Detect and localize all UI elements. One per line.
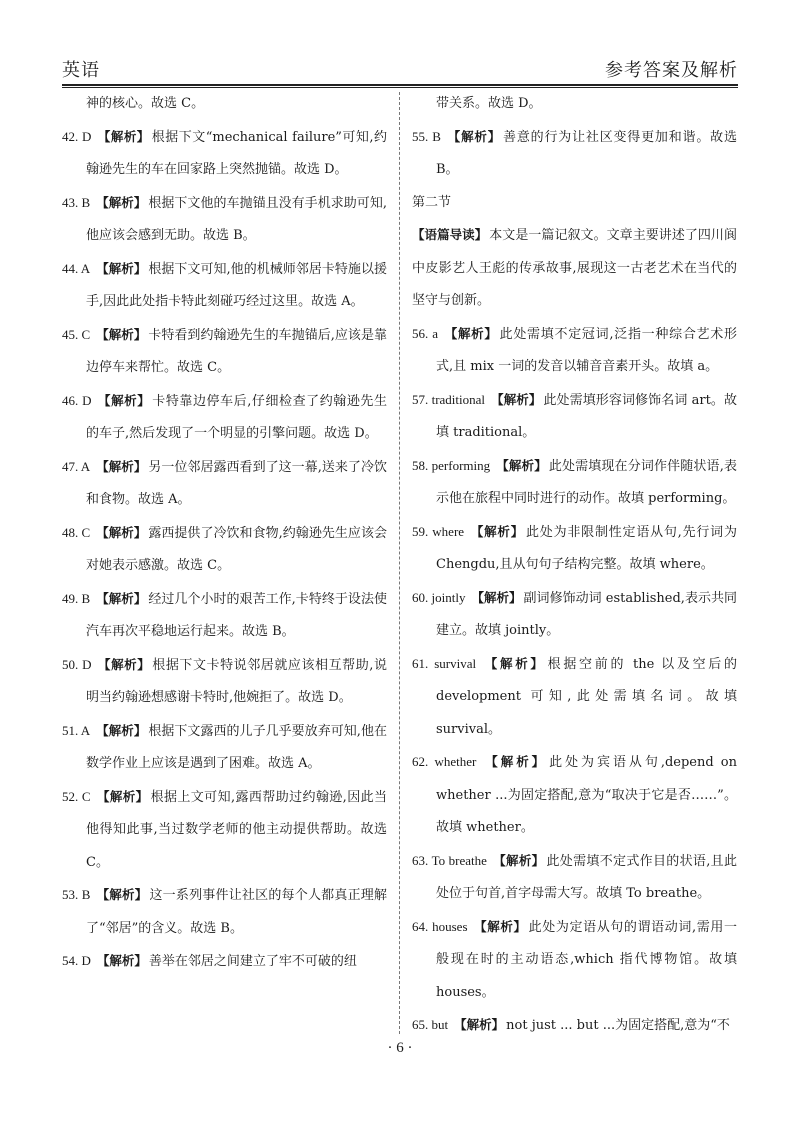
section-label: 参考答案及解析 (605, 60, 738, 81)
right-answer-list (412, 318, 737, 1043)
answer-number: 64. houses (412, 918, 468, 934)
answer-number: 45. C (62, 326, 91, 342)
answer-item (412, 318, 737, 384)
analysis-text: not just ... but ...为固定搭配,意为“不 (506, 1018, 730, 1033)
answer-item (62, 319, 387, 385)
answer-number: 43. B (62, 194, 91, 210)
answer-number: 50. D (62, 656, 92, 672)
analysis-text: 此处需填现在分词作伴随状语,表示他在旅程中同时进行的动作。故填 performing。 (436, 458, 737, 506)
analysis-tag: 【解析】 (96, 788, 149, 804)
answer-item (412, 911, 737, 1010)
analysis-text: 此处为宾语从句,depend on whether ...为固定搭配,意为“取决于它是否……”。故填 whether。 (436, 755, 737, 835)
analysis-text: 善意的行为让社区变得更加和谐。故选 B。 (436, 129, 737, 177)
answer-number: 60. jointly (412, 589, 466, 605)
section-title: 第二节 (412, 194, 452, 210)
answer-number: 57. traditional (412, 391, 486, 407)
analysis-tag: 【解析】 (446, 128, 502, 144)
analysis-tag: 【解析】 (97, 128, 150, 144)
analysis-text: 根据下文可知,他的机械师邻居卡特施以援手,因此此处指卡特此刻碰巧经过这里。故选 A。 (86, 261, 387, 309)
answer-item (62, 583, 387, 649)
answer-item (62, 879, 387, 945)
analysis-tag: 【解析】 (96, 326, 147, 342)
analysis-text: 根据下文他的车抛锚且没有手机求助可知,他应该会感到无助。故选 B。 (86, 195, 387, 243)
answer-item (412, 648, 737, 747)
left-continuation: 神的核心。故选 C。 (86, 96, 205, 111)
analysis-tag: 【解析】 (482, 754, 548, 769)
analysis-tag: 【解析】 (444, 325, 498, 341)
left-column (62, 88, 387, 979)
analysis-text: 根据下文露西的儿子几乎要放弃可知,他在数学作业上应该是遇到了困难。故选 A。 (86, 723, 387, 771)
answer-number: 58. performing (412, 457, 491, 473)
answer-number: 56. a (412, 325, 438, 341)
analysis-tag: 【解析】 (97, 656, 151, 672)
analysis-text: 根据上文可知,露西帮助过约翰逊,因此当他得知此事,当过数学老师的他主动提供帮助。故选 C。 (86, 789, 388, 870)
analysis-text: 这一系列事件让社区的每个人都真正理解了“邻居”的含义。故选 B。 (86, 888, 387, 936)
analysis-text: 此处需填不定式作目的状语,且此处位于句首,首字母需大写。故填 To breathe。 (436, 853, 737, 901)
page-header (62, 50, 738, 82)
answer-item (412, 384, 737, 450)
passage-intro (412, 219, 737, 318)
analysis-text: 此处为定语从句的谓语动词,需用一般现在时的主动语态,which 指代博物馆。故填 houses。 (436, 919, 737, 1000)
analysis-text: 善举在邻居之间建立了牢不可破的纽 (148, 954, 357, 969)
right-continuation: 带关系。故选 D。 (436, 96, 542, 111)
analysis-text: 露西提供了冷饮和食物,约翰逊先生应该会对她表示感激。故选 C。 (86, 525, 387, 573)
analysis-tag: 【解析】 (96, 458, 147, 474)
analysis-tag: 【解析】 (96, 524, 147, 540)
answer-number: 42. D (62, 128, 92, 144)
analysis-tag: 【解析】 (496, 457, 547, 473)
analysis-tag: 【解析】 (96, 722, 147, 738)
answer-item (412, 746, 737, 845)
answer-item (412, 1009, 737, 1043)
subject-label: 英语 (62, 60, 100, 81)
answer-item (62, 517, 387, 583)
column-divider (399, 92, 400, 1034)
analysis-tag: 【解析】 (96, 194, 147, 210)
analysis-tag: 【解析】 (473, 918, 527, 934)
analysis-tag: 【解析】 (482, 655, 546, 671)
analysis-tag: 【解析】 (491, 391, 542, 407)
answer-number: 59. where (412, 523, 465, 539)
answer-number: 53. B (62, 887, 91, 902)
analysis-tag: 【解析】 (454, 1017, 505, 1032)
answer-item (62, 451, 387, 517)
answer-number: 47. A (62, 458, 91, 474)
answer-number: 55. B (412, 128, 441, 144)
analysis-text: 此处为非限制性定语从句,先行词为 Chengdu,且从句句子结构完整。故填 where。 (436, 524, 737, 572)
analysis-tag: 【解析】 (470, 523, 524, 539)
answer-number: 65. but (412, 1017, 449, 1032)
analysis-text: 根据下文“mechanical failure”可知,约翰逊先生的车在回家路上突然抛锚。故选 D。 (86, 129, 387, 177)
answer-number: 54. D (62, 953, 91, 968)
answer-item (412, 450, 737, 516)
analysis-tag: 【解析】 (96, 590, 147, 606)
analysis-text: 根据空前的 the 以及空后的 development 可知,此处需填名词。故填 survival。 (436, 656, 737, 737)
answer-number: 62. whether (412, 754, 477, 769)
answer-number: 49. B (62, 590, 91, 606)
answer-number: 46. D (62, 392, 92, 408)
answer-item (62, 385, 387, 451)
answer-item-55 (412, 121, 737, 187)
header-rule (62, 84, 738, 86)
analysis-text: 经过几个小时的艰苦工作,卡特终于设法使汽车再次平稳地运行起来。故选 B。 (86, 591, 387, 639)
answer-number: 63. To breathe (412, 852, 487, 868)
answer-item (412, 845, 737, 911)
left-answer-list (62, 121, 387, 979)
analysis-tag: 【解析】 (96, 887, 148, 902)
analysis-text: 副词修饰动词 established,表示共同建立。故填 jointly。 (436, 590, 737, 638)
analysis-tag: 【解析】 (96, 260, 147, 276)
analysis-tag: 【解析】 (97, 392, 151, 408)
answer-number: 61. survival (412, 655, 477, 671)
analysis-text: 卡特靠边停车后,仔细检查了约翰逊先生的车子,然后发现了一个明显的引擎问题。故选 D。 (86, 393, 387, 441)
answer-number: 52. C (62, 788, 91, 804)
intro-tag: 【语篇导读】 (412, 227, 488, 242)
answer-number: 51. A (62, 722, 91, 738)
answer-item (62, 781, 387, 880)
analysis-tag: 【解析】 (492, 852, 545, 868)
analysis-tag: 【解析】 (96, 953, 147, 968)
answer-item (62, 187, 387, 253)
page-number: · 6 · (387, 1040, 413, 1056)
answer-item (62, 945, 387, 979)
analysis-text: 此处需填不定冠词,泛指一种综合艺术形式,且 mix 一词的发音以辅音音素开头。故填 a。 (436, 326, 737, 374)
intro-text: 本文是一篇记叙文。文章主要讲述了四川阆中皮影艺人王彪的传承故事,展现这一古老艺术在当代的坚守与创新。 (412, 228, 737, 308)
analysis-text: 另一位邻居露西看到了这一幕,送来了冷饮和食物。故选 A。 (86, 459, 387, 507)
right-column (412, 88, 737, 1043)
answer-item (412, 582, 737, 648)
answer-item (412, 516, 737, 582)
analysis-text: 根据下文卡特说邻居就应该相互帮助,说明当约翰逊想感谢卡特时,他婉拒了。故选 D。 (86, 657, 387, 705)
answer-item (62, 121, 387, 187)
answer-item (62, 649, 387, 715)
answer-number: 48. C (62, 524, 91, 540)
answer-item (62, 253, 387, 319)
analysis-text: 卡特看到约翰逊先生的车抛锚后,应该是靠边停车来帮忙。故选 C。 (86, 327, 387, 375)
analysis-tag: 【解析】 (471, 589, 522, 605)
answer-number: 44. A (62, 260, 91, 276)
answer-item (62, 715, 387, 781)
analysis-text: 此处需填形容词修饰名词 art。故填 traditional。 (436, 392, 737, 440)
